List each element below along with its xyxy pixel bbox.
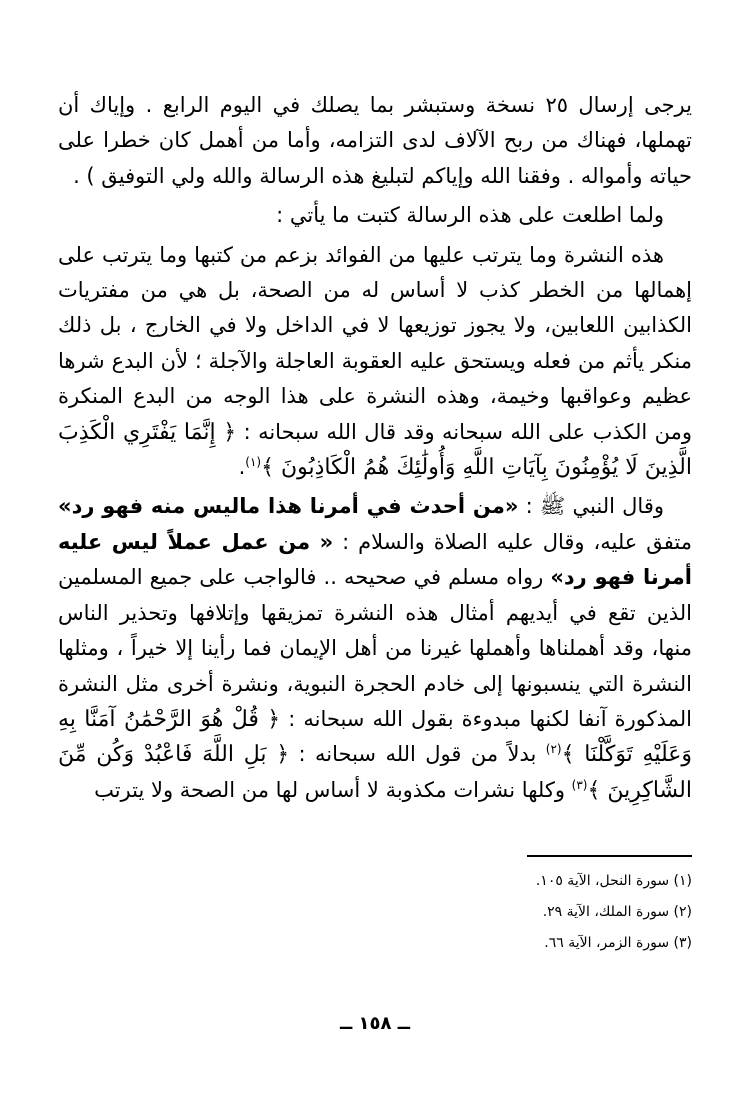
paragraph-2 <box>58 198 692 233</box>
text-run: متفق عليه، وقال عليه الصلاة والسلام : <box>333 529 692 554</box>
text-run: ولما اطلعت على هذه الرسالة كتبت ما يأتي : <box>276 203 664 228</box>
text-run: رواه مسلم في صحيحه .. فالواجب على جميع المسلمين الذين تقع في أيديهم أمثال هذه النشرة تمزيقها وإتلافها وتحذير الناس منها، وقد أهملناها وأهملها غيرنا من أهل الإيمان فما رأينا إلا خيراً ، ومثلها النشرة التي ينسبونها إلى خادم الحجرة النبوية، ونشرة أخرى مثل النشرة المذكورة آنفا لكنها مبدوءة بقول الله سبحانه : <box>58 565 692 731</box>
book-page <box>58 88 692 1078</box>
paragraph-3 <box>58 238 692 486</box>
text-run: وكلها نشرات مكذوبة لا أساس لها من الصحة ولا يترتب <box>94 777 572 802</box>
hadith-quote: «من أحدث في أمرنا هذا ماليس منه فهو رد» <box>58 494 519 519</box>
footnote-3: (٣) سورة الزمر، الآية ٦٦. <box>544 935 692 951</box>
text-run: يرجى إرسال ٢٥ نسخة وستبشر بما يصلك في اليوم الرابع . وإياك أن تهملها، فهناك من ربح الآلاف لدى التزامه، وأما من أهمل كان خطرا على حياته وأمواله . وفقنا الله وإياكم لتبليغ هذه الرسالة والله ولي التوفيق ) . <box>58 93 692 188</box>
footnote-ref: (١) <box>245 455 262 470</box>
quran-verse: ﴿ بَلِ اللَّهَ فَاعْبُدْ وَكُن مِّنَ الشَّاكِرِينَ ﴾ <box>58 742 692 803</box>
paragraph-4 <box>58 489 692 808</box>
text-run: بدلاً من قول الله سبحانه : <box>289 742 546 767</box>
footnotes <box>58 866 692 959</box>
page-number: ــ ١٥٨ ــ <box>339 1013 411 1034</box>
text-run: هذه النشرة وما يترتب عليها من الفوائد بزعم من كتبها وما يترتب على إهمالها من الخطر كذب لا أساس له من الصحة، بل هي من مفتريات الكذابين اللعابين، ولا يجوز توزيعها لا في الداخل ولا في الخارج ، بل ذلك منكر يأثم من فعله ويستحق عليه العقوبة العاجلة والآجلة ؛ لأن البدع شرها عظيم وعواقبها وخيمة، وهذه النشرة على هذا الوجه من البدع المنكرة ومن الكذب على الله سبحانه وقد قال الله سبحانه : <box>58 242 693 444</box>
hadith-quote: « من عمل عملاً ليس عليه أمرنا فهو رد» <box>58 529 692 590</box>
footnote-2: (٢) سورة الملك، الآية ٢٩. <box>542 904 692 920</box>
paragraph-1 <box>58 88 692 194</box>
quran-verse: ﴿ إِنَّمَا يَفْتَرِي الْكَذِبَ الَّذِينَ لَا يُؤْمِنُونَ بِآيَاتِ اللَّهِ وَأُولَٰئِكَ هُمُ الْكَاذِبُونَ ﴾ <box>58 419 692 481</box>
text-run: وقال النبي ﷺ : <box>518 494 664 519</box>
footnote-ref: (٢) <box>545 742 562 757</box>
main-text <box>58 88 692 808</box>
text-run: . <box>238 455 246 480</box>
footnote-divider <box>527 855 692 857</box>
footnote-ref: (٣) <box>571 777 588 792</box>
footnote-1: (١) سورة النحل، الآية ١٠٥. <box>535 873 692 889</box>
quran-verse: ﴿ قُلْ هُوَ الرَّحْمَٰنُ آمَنَّا بِهِ وَعَلَيْهِ تَوَكَّلْنَا ﴾ <box>58 706 692 768</box>
